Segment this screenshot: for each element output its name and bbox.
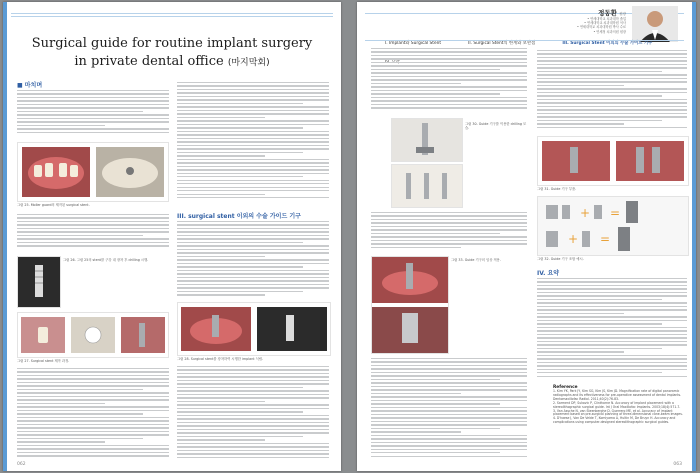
left-page (3, 2, 341, 471)
figure-caption: 그림 25. Moller guard의 제작된 surgical stent. (17, 203, 90, 207)
body-text-block (537, 278, 687, 380)
references (553, 385, 689, 425)
tab-guide-instruments: III. Surgical Stent 이외의 수술 가이드 기구 (562, 41, 653, 46)
figure-caption: 그림 27. Surgical stent 제작 과정. (17, 359, 70, 363)
author-name: 정동환 원장 (598, 9, 626, 17)
right-page (357, 2, 696, 471)
figure-caption: 그림 32. Guide 기구 조합 예시. (537, 257, 584, 261)
figure-caption: 그림 26. 그림 25의 stent를 구강 내 장착 후 drilling 시행. (63, 258, 149, 262)
author-affiliation: • 연세대학교 치과대학원 석사 (584, 21, 626, 26)
body-text-block (177, 221, 329, 299)
article-title-line2: in private dental office (마지막회) (74, 54, 270, 69)
svg-text:=: = (610, 206, 621, 220)
body-text-block (177, 82, 329, 202)
reference-item: 2. Sarment DP, Sukovic P, Clinthorne N. Accuracy of implant placement with a stereolithographic surgical guide. Int J Oral Maxillofac Implants. 2003;18(4):571-7. (553, 400, 681, 409)
body-text-block (17, 90, 169, 138)
figure-caption: 그림 30. Guide 기구를 이용한 drilling 모습. (465, 122, 527, 131)
reference-item: 1. Kim YK, Park JY, Kim SG, Kim JS, Kim JD. Magnification rate of digital panoramic radiographs and its effectiveness for pre-operative assessment of dental implants. Dentomaxillofac Radiol. 2011;40(2):76-83. (553, 389, 682, 401)
figure-guide-kit (537, 136, 689, 186)
tab-stent-limits: II. Surgical Stent의 한계와 보완점 (468, 41, 536, 46)
figure-caption: 그림 31. Guide 기구 부품. (537, 187, 577, 191)
author-affiliation: • 연세정 치과의원 원장 (593, 29, 626, 34)
figure-guide-combination (537, 196, 689, 256)
section-heading: ■ 마치며 (17, 82, 43, 89)
figure-guide-clinical (371, 256, 449, 354)
page-number: 063 (673, 462, 682, 467)
figure-stent-process (17, 312, 169, 358)
nav-rule (365, 40, 684, 41)
body-text-block (371, 358, 527, 462)
body-text-block (537, 50, 687, 132)
section-heading: III. surgical stent 이외의 수술 가이드 기구 (177, 213, 301, 220)
page-edge-stripe (3, 2, 7, 471)
body-text-block (17, 368, 169, 462)
reference-item: 3. Van Assche N, van Steenberghe D, Guerrero ME, et al. Accuracy of implant placement based on pre-surgical planning of three-dimensional cone-beam images. (553, 408, 683, 417)
figure-drill-guide-2 (391, 164, 463, 208)
svg-text:=: = (600, 232, 611, 246)
figure-implant-placement (177, 302, 331, 356)
reference-heading: Reference (553, 385, 578, 390)
figure-xray (17, 256, 61, 308)
figure-dental-stent (17, 142, 169, 202)
body-text-block (371, 212, 527, 252)
section-heading: IV. 요약 (537, 270, 560, 277)
tab-implant-stent: I. Implant와 Surgical Stent (385, 41, 442, 46)
author-affiliation: • 연세대학교 치과대학 졸업 (587, 17, 626, 21)
figure-drill-guide (391, 118, 463, 162)
article-title-ko: (마지막회) (227, 58, 270, 68)
svg-text:+: + (568, 232, 579, 246)
figure-caption: 그림 33. Guide 기구의 임상 적용. (451, 258, 501, 262)
header-rule (11, 13, 333, 14)
page-number: 062 (17, 462, 26, 467)
body-text-block (371, 48, 527, 114)
article-title-en: Surgical guide for routine implant surgery (31, 36, 313, 51)
page-edge-stripe (692, 2, 696, 471)
reference-item: 4. D'haese J, Van De Velde T, Komiyama A, Hultin M, De Bruyn H. Accuracy and complications using computer-designed stereolithographic surgical guides. (553, 416, 676, 425)
author-affiliation: • 연세대학교 치과대학원 박사 수료 (576, 25, 626, 30)
header-rule (11, 16, 333, 17)
figure-caption: 그림 28. Surgical stent를 장착하여 시행한 implant 식립. (177, 357, 264, 361)
svg-text:+: + (580, 206, 591, 220)
body-text-block (177, 366, 329, 462)
body-text-block (17, 214, 169, 252)
